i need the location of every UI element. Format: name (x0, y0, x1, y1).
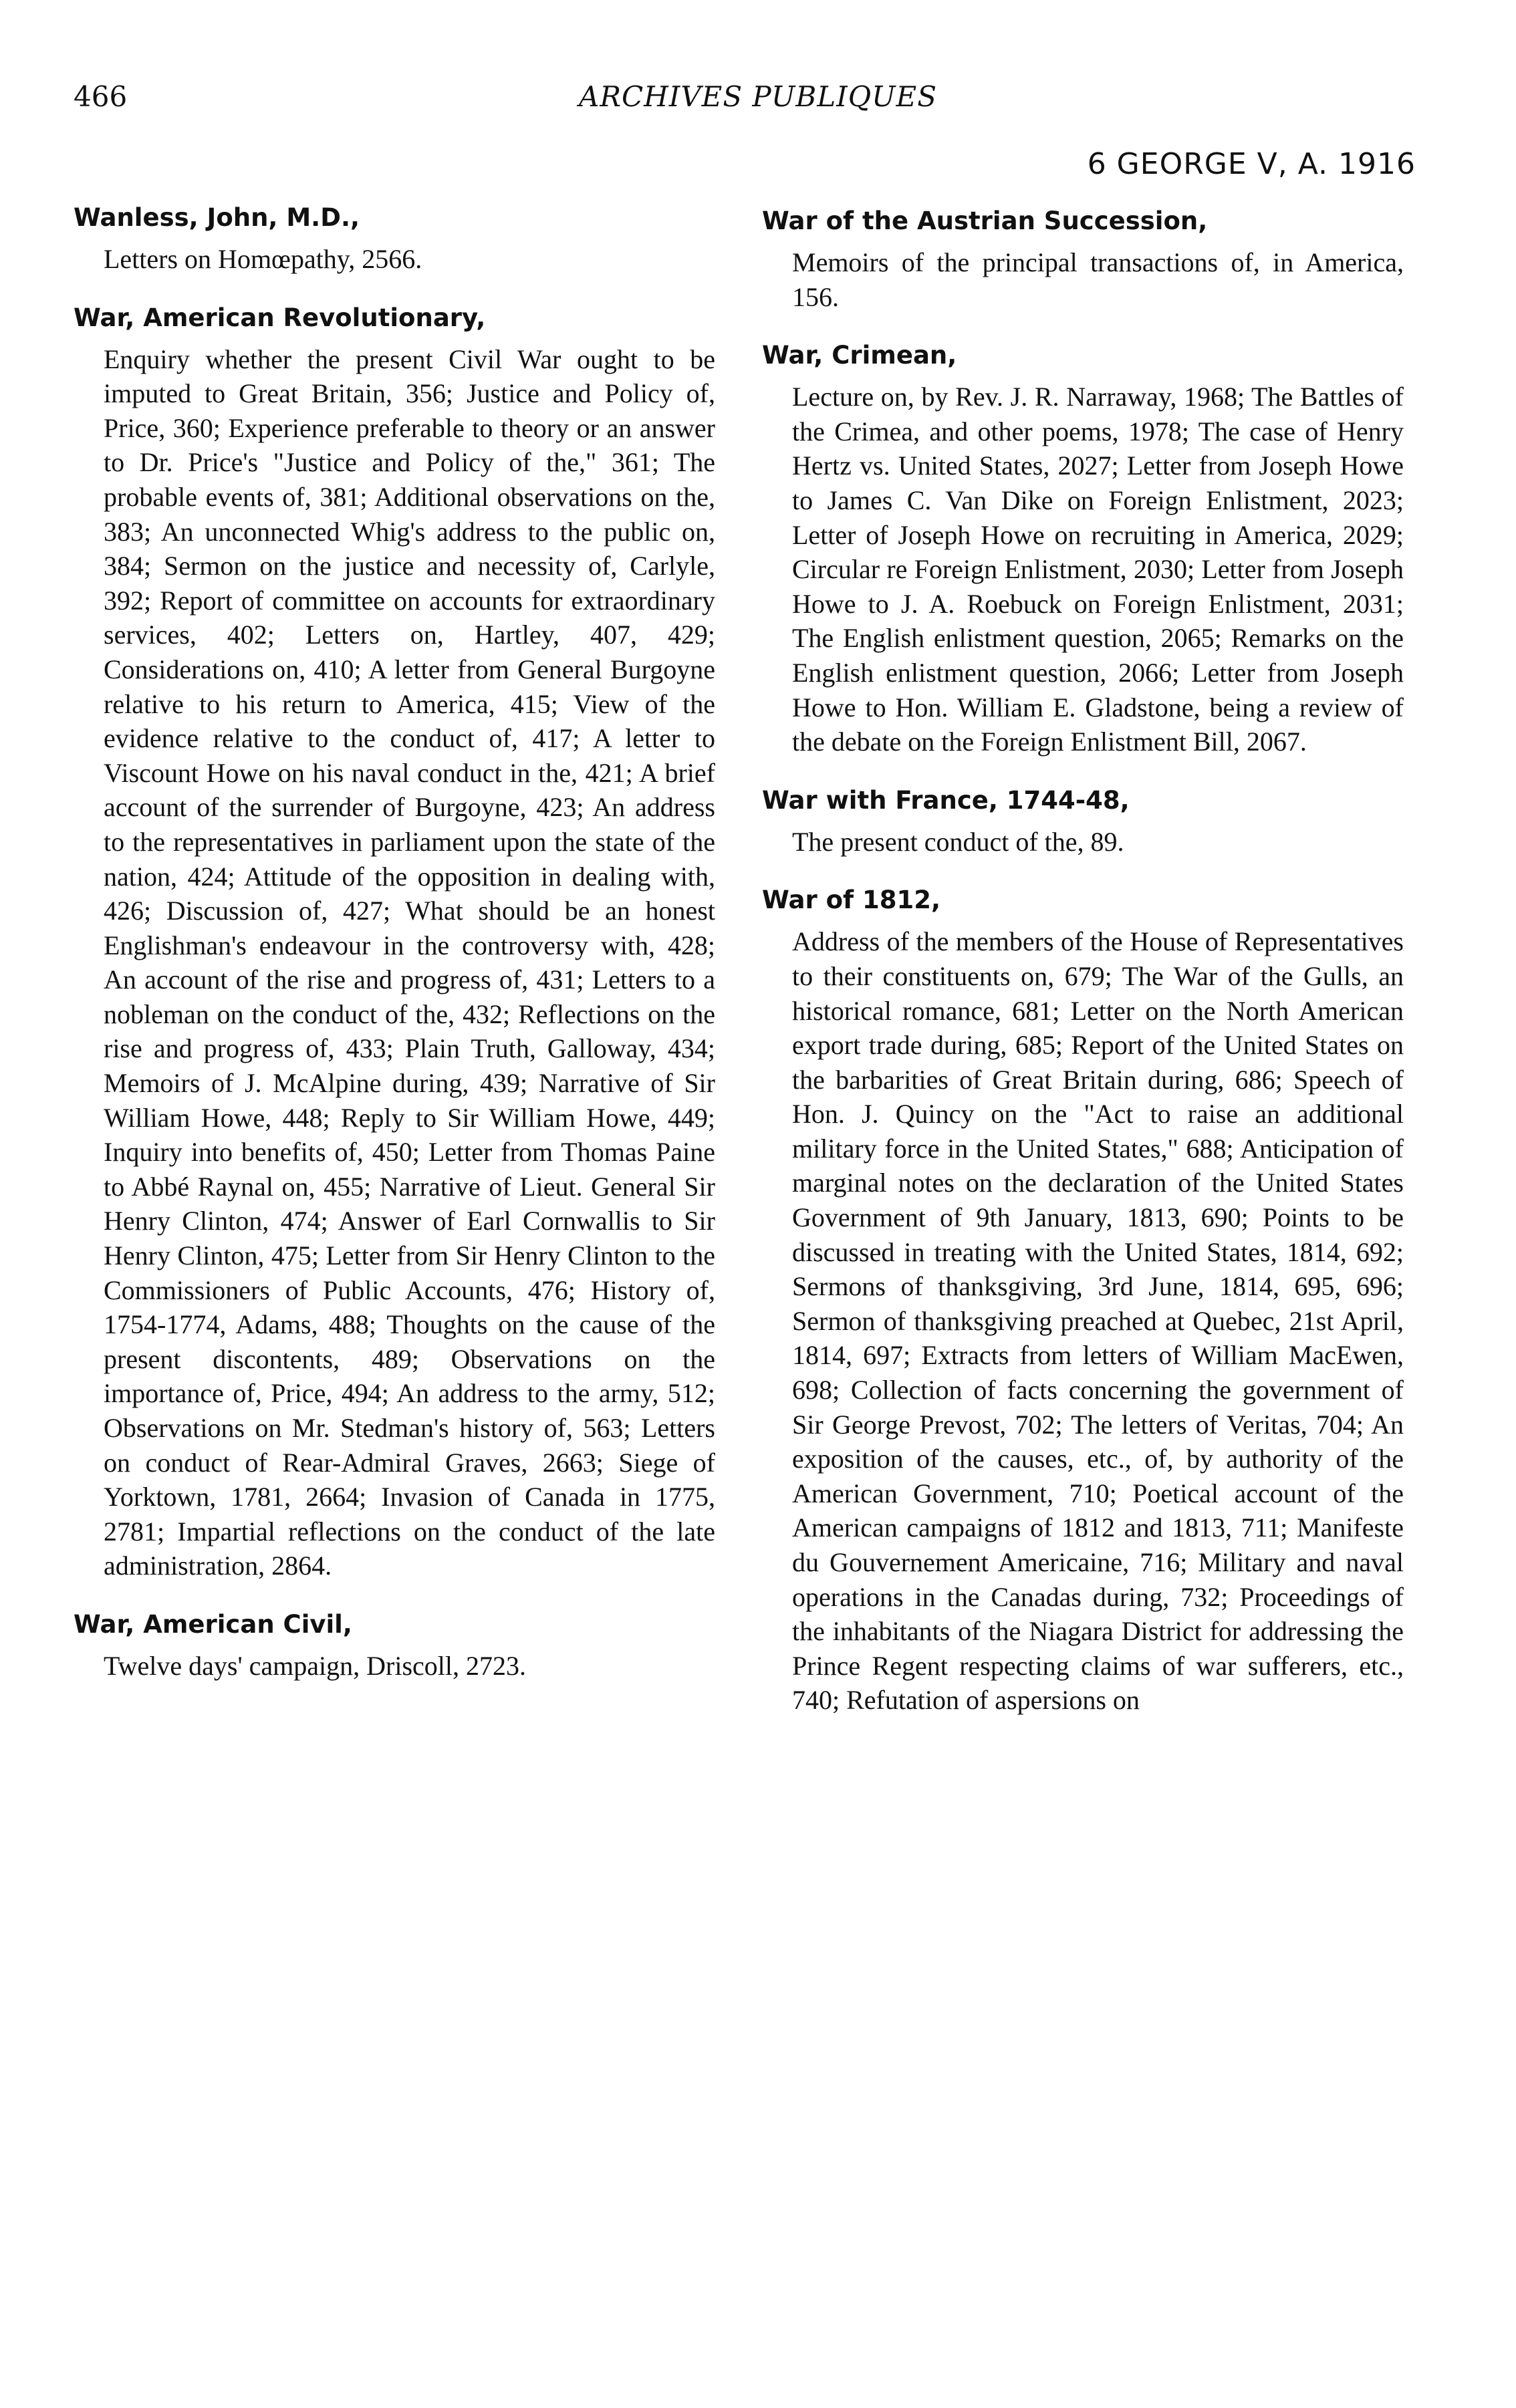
entry-text: Enquiry whether the present Civil War ought to be imputed to Great Britain, 356; Justice and Policy of, Price, 360; Experience preferable to theory or an answer to Dr. Price's "Justice and Policy of the," 361; The probable events of, 381; Additional observations on the, 383; An unconnected Whig's address to the public on, 384; Sermon on the justice and necessity of, Carlyle, 392; Report of committee on accounts for extraordinary services, 402; Letters on, Hartley, 407, 429; Considerations on, 410; A letter from General Burgoyne relative to his return to America, 415; View of the evidence relative to the conduct of, 417; A letter to Viscount Howe on his naval conduct in the, 421; A brief account of the surrender of Burgoyne, 423; An address to the representatives in parliament upon the state of the nation, 424; Attitude of the opposition in dealing with, 426; Discussion of, 427; What should be an honest Englishman's endeavour in the controversy with, 428; An account of the rise and progress of, 431; Letters to a nobleman on the conduct of the, 432; Reflections on the rise and progress of, 433; Plain Truth, Galloway, 434; Memoirs of J. McAlpine during, 439; Narrative of Sir William Howe, 448; Reply to Sir William Howe, 449; Inquiry into benefits of, 450; Letter from Thomas Paine to Abbé Raynal on, 455; Narrative of Lieut. General Sir Henry Clinton, 474; Answer of Earl Cornwallis to Sir Henry Clinton, 475; Letter from Sir Henry Clinton to the Commissioners of Public Accounts, 476; History of, 1754-1774, Adams, 488; Thoughts on the cause of the present discontents, 489; Observations on the importance of, Price, 494; An address to the army, 512; Observations on Mr. Stedman's history of, 563; Letters on conduct of Rear-Admiral Graves, 2663; Siege of Yorktown, 1781, 2664; Invasion of Canada in 1775, 2781; Impartial reflections on the conduct of the late administration, 2864. (104, 344, 715, 1581)
entry-heading: War, American Civil, (74, 1609, 352, 1639)
entry-heading: War of 1812, (762, 886, 941, 915)
entry-heading: War, American Revolutionary, (74, 303, 486, 332)
entry-text: Memoirs of the principal transactions of, in America, 156. (792, 247, 1404, 312)
index-entry (74, 1607, 715, 1684)
running-title: ARCHIVES PUBLIQUES (579, 80, 937, 113)
entry-text: Letters on Homœpathy, 2566. (104, 244, 422, 274)
entry-text: Twelve days' campaign, Driscoll, 2723. (104, 1650, 527, 1681)
index-entry (762, 883, 1404, 1718)
index-entry (74, 301, 715, 1583)
entry-heading: War with France, 1744-48, (762, 785, 1130, 815)
session-label: 6 GEORGE V, A. 1916 (1087, 147, 1416, 181)
entry-text: The present conduct of the, 89. (792, 826, 1124, 857)
entry-heading: War, Crimean, (762, 341, 957, 370)
entry-text: Address of the members of the House of Representatives to their constituents on, 679; The War of the Gulls, an historical romance, 681; Letter on the North American export trade during, 685; Report of the United States on the barbarities of Great Britain during, 686; Speech of Hon. J. Quincy on the "Act to raise an additional military force in the United States," 688; Anticipation of marginal notes on the declaration of the United States Government of 9th January, 1813, 690; Points to be discussed in treating with the United States, 1814, 692; Sermons of thanksgiving, 3rd June, 1814, 695, 696; Sermon of thanksgiving preached at Quebec, 21st April, 1814, 697; Extracts from letters of William MacEwen, 698; Collection of facts concerning the government of Sir George Prevost, 702; The letters of Veritas, 704; An exposition of the causes, etc., of, by authority of the American Government, 710; Poetical account of the American campaigns of 1812 and 1813, 711; Manifeste du Gouvernement Americaine, 716; Military and naval operations in the Canadas during, 732; Proceedings of the inhabitants of the Niagara District for addressing the Prince Regent respecting claims of war sufferers, etc., 740; Refutation of aspersions on (792, 926, 1404, 1716)
index-entry (74, 200, 715, 277)
index-entry (762, 204, 1404, 314)
right-column (762, 204, 1404, 1742)
index-entry (762, 783, 1404, 859)
left-column (74, 200, 715, 1708)
entry-text: Lecture on, by Rev. J. R. Narraway, 1968; The Battles of the Crimea, and other poems, 1978; The case of Henry Hertz vs. United States, 2027; Letter from Joseph Howe to James C. Van Dike on Foreign Enlistment, 2023; Letter of Joseph Howe on recruiting in America, 2029; Circular re Foreign Enlistment, 2030; Letter from Joseph Howe to J. A. Roebuck on Foreign Enlistment, 2031; The English enlistment question, 2065; Remarks on the English enlistment question, 2066; Letter from Joseph Howe to Hon. William E. Gladstone, being a review of the debate on the Foreign Enlistment Bill, 2067. (792, 382, 1404, 757)
running-head (74, 80, 1442, 120)
index-entry (762, 338, 1404, 759)
entry-heading: Wanless, John, M.D., (74, 203, 360, 232)
page-number: 466 (74, 80, 128, 113)
entry-heading: War of the Austrian Succession, (762, 207, 1208, 235)
